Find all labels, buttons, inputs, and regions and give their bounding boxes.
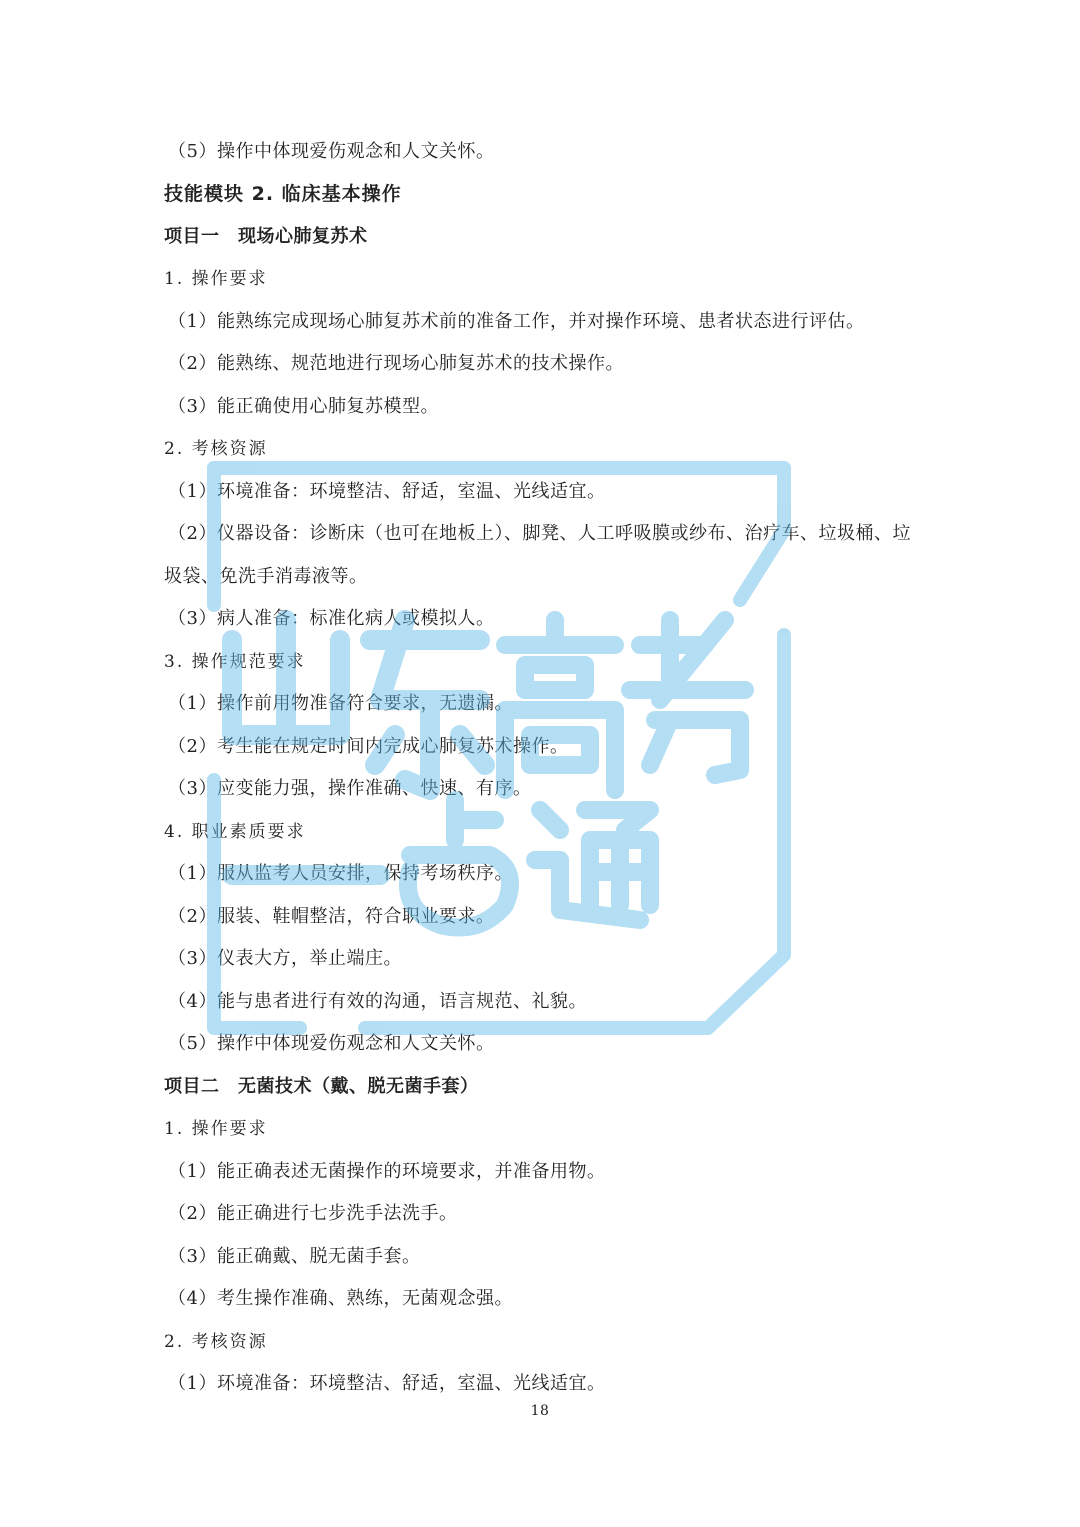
item-line: （3）能正确使用心肺复苏模型。 xyxy=(168,396,439,417)
item-line: （1）环境准备：环境整洁、舒适，室温、光线适宜。 xyxy=(168,481,606,502)
section-heading: 1. 操作要求 xyxy=(164,269,268,289)
item-line: （3）能正确戴、脱无菌手套。 xyxy=(168,1246,421,1267)
item-line: （2）考生能在规定时间内完成心肺复苏术操作。 xyxy=(168,736,569,757)
item-line: （2）仪器设备：诊断床（也可在地板上）、脚凳、人工呼吸膜或纱布、治疗车、垃圾桶、垃 xyxy=(168,523,911,544)
section-heading: 2. 考核资源 xyxy=(164,439,268,459)
item-line: （4）考生操作准确、熟练，无菌观念强。 xyxy=(168,1288,513,1309)
item-line: （1）环境准备：环境整洁、舒适，室温、光线适宜。 xyxy=(168,1373,606,1394)
item-line-continued: 圾袋、免洗手消毒液等。 xyxy=(164,566,368,587)
section-heading: 1. 操作要求 xyxy=(164,1119,268,1139)
item-line: （1）能正确表述无菌操作的环境要求，并准备用物。 xyxy=(168,1161,606,1182)
item-line: （5）操作中体现爱伤观念和人文关怀。 xyxy=(168,141,495,162)
item-line: （5）操作中体现爱伤观念和人文关怀。 xyxy=(168,1033,495,1054)
section-heading: 4. 职业素质要求 xyxy=(164,822,306,842)
item-line: （1）服从监考人员安排，保持考场秩序。 xyxy=(168,863,513,884)
item-line: （1）能熟练完成现场心肺复苏术前的准备工作，并对操作环境、患者状态进行评估。 xyxy=(168,311,865,332)
item-line: （3）仪表大方，举止端庄。 xyxy=(168,948,402,969)
project-heading: 项目二 无菌技术（戴、脱无菌手套） xyxy=(164,1076,479,1097)
project-heading: 项目一 现场心肺复苏术 xyxy=(164,226,368,247)
item-line: （1）操作前用物准备符合要求，无遗漏。 xyxy=(168,693,513,714)
item-line: （3）病人准备：标准化病人或模拟人。 xyxy=(168,608,495,629)
item-line: （2）能熟练、规范地进行现场心肺复苏术的技术操作。 xyxy=(168,353,624,374)
page-number: 18 xyxy=(530,1403,550,1419)
item-line: （4）能与患者进行有效的沟通，语言规范、礼貌。 xyxy=(168,991,587,1012)
item-line: （3）应变能力强，操作准确、快速、有序。 xyxy=(168,778,532,799)
module-heading: 技能模块 2. 临床基本操作 xyxy=(164,183,402,205)
item-line: （2）服装、鞋帽整洁，符合职业要求。 xyxy=(168,906,495,927)
section-heading: 2. 考核资源 xyxy=(164,1332,268,1352)
section-heading: 3. 操作规范要求 xyxy=(164,652,306,672)
item-line: （2）能正确进行七步洗手法洗手。 xyxy=(168,1203,458,1224)
